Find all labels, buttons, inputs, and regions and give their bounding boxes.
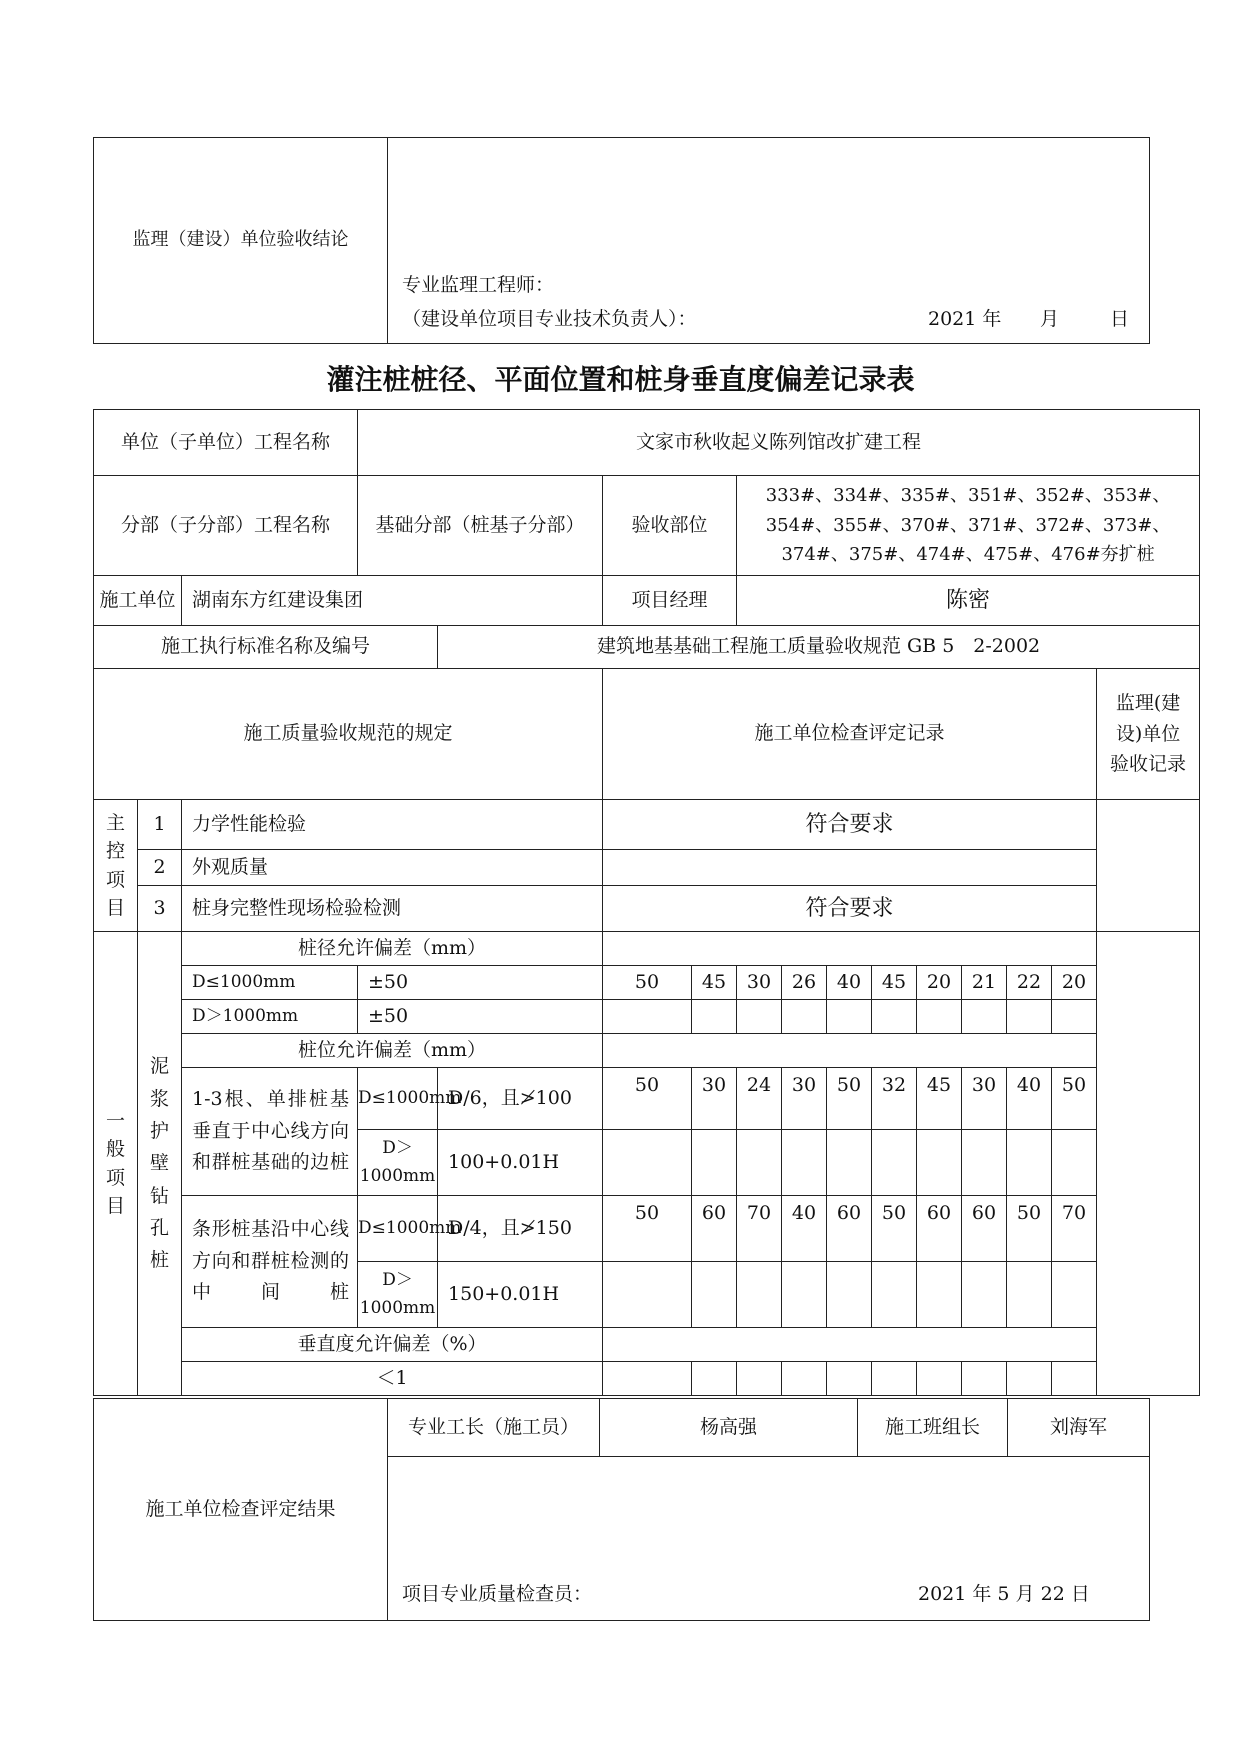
- position-tolerance-header: 桩位允许偏差（mm）: [182, 1034, 603, 1068]
- diameter-header-blank: [603, 932, 1097, 966]
- measured-value: 50: [603, 1196, 692, 1262]
- measured-value: [1052, 1362, 1097, 1396]
- measured-value: [737, 1262, 782, 1328]
- measured-value: 50: [603, 966, 692, 1000]
- measured-value: 50: [603, 1068, 692, 1130]
- measured-value: [782, 1262, 827, 1328]
- table-row: [94, 1000, 1200, 1034]
- measured-value: [782, 1362, 827, 1396]
- measured-value: 20: [917, 966, 962, 1000]
- position-condition: D≤1000mm: [358, 1196, 438, 1262]
- contractor-record-column-header: 施工单位检查评定记录: [603, 669, 1097, 800]
- measured-value: [872, 1262, 917, 1328]
- contractor-result-label: 施工单位检查评定结果: [94, 1399, 388, 1621]
- main-items-supervisor-record: [1097, 800, 1200, 932]
- contractor-result-table: [93, 1398, 1150, 1621]
- contractor-label: 施工单位: [94, 576, 182, 626]
- unit-name-value: 文家市秋收起义陈列馆改扩建工程: [358, 410, 1200, 476]
- diameter-tolerance-header: 桩径允许偏差（mm）: [182, 932, 603, 966]
- main-item-result: 符合要求: [603, 886, 1097, 932]
- measured-value: [962, 1262, 1007, 1328]
- table-row: [94, 966, 1200, 1000]
- spec-column-header: 施工质量验收规范的规定: [94, 669, 603, 800]
- measured-value: [962, 1362, 1007, 1396]
- position-group-description: 条形桩基沿中心线方向和群桩检测的中间桩: [182, 1196, 358, 1328]
- foreman-label: 专业工长（施工员）: [388, 1399, 600, 1457]
- measured-value: [827, 1130, 872, 1196]
- measured-value: [917, 1262, 962, 1328]
- measured-value: [603, 1000, 692, 1034]
- page-title: 灌注桩桩径、平面位置和桩身垂直度偏差记录表: [326, 363, 915, 396]
- measured-value: 50: [1052, 1068, 1097, 1130]
- position-tolerance: D/4，且≯150: [438, 1196, 603, 1262]
- measured-value: 24: [737, 1068, 782, 1130]
- inspection-location-value: 333#、334#、335#、351#、352#、353#、354#、355#、370#、371#、372#、373#、374#、375#、474#、475#、476#夯扩桩: [737, 476, 1200, 576]
- measured-value: 60: [827, 1196, 872, 1262]
- measured-value: [1052, 1262, 1097, 1328]
- diameter-tolerance: ±50: [358, 966, 603, 1000]
- measured-value: [692, 1000, 737, 1034]
- measured-value: [692, 1362, 737, 1396]
- measured-value: 60: [917, 1196, 962, 1262]
- measured-value: [737, 1000, 782, 1034]
- position-tolerance: 100+0.01H: [438, 1130, 603, 1196]
- supervisor-date-day: 日: [1110, 308, 1130, 330]
- measured-value: 50: [1007, 1196, 1052, 1262]
- contractor-result-area: [388, 1457, 1150, 1621]
- foreman-value: 杨高强: [600, 1399, 858, 1457]
- main-items-group-label: 主控项目: [94, 800, 138, 932]
- measured-value: 50: [827, 1068, 872, 1130]
- measured-value: [603, 1130, 692, 1196]
- measured-value: 40: [782, 1196, 827, 1262]
- measured-value: [692, 1130, 737, 1196]
- measured-value: [1052, 1130, 1097, 1196]
- measured-value: [603, 1262, 692, 1328]
- main-item-no: 3: [138, 886, 182, 932]
- standard-value: 建筑地基基础工程施工质量验收规范 GB 5 2-2002: [438, 626, 1200, 669]
- main-item-result: [603, 850, 1097, 886]
- measured-value: [872, 1130, 917, 1196]
- pile-type-label: 泥浆护壁钻孔桩: [138, 932, 182, 1396]
- main-item-result: 符合要求: [603, 800, 1097, 850]
- supervisor-conclusion-area: [388, 138, 1150, 344]
- measured-value: 26: [782, 966, 827, 1000]
- project-manager-value: 陈密: [737, 576, 1200, 626]
- measured-value: 30: [737, 966, 782, 1000]
- quality-inspector-label: 项目专业质量检查员：: [402, 1583, 593, 1605]
- measured-value: [782, 1130, 827, 1196]
- main-item-name: 桩身完整性现场检验检测: [182, 886, 603, 932]
- verticality-header-blank: [603, 1328, 1097, 1362]
- measured-value: [737, 1362, 782, 1396]
- supervisor-conclusion-label: 监理（建设）单位验收结论: [94, 138, 388, 344]
- standard-label: 施工执行标准名称及编号: [94, 626, 438, 669]
- measured-value: 50: [872, 1196, 917, 1262]
- contractor-result-date: 2021 年 5 月 22 日: [918, 1583, 1090, 1605]
- team-leader-value: 刘海军: [1008, 1399, 1150, 1457]
- measured-value: [1007, 1000, 1052, 1034]
- diameter-condition: D≤1000mm: [182, 966, 358, 1000]
- measured-value: 22: [1007, 966, 1052, 1000]
- position-condition: D＞1000mm: [358, 1130, 438, 1196]
- measured-value: [1007, 1362, 1052, 1396]
- measured-value: 30: [962, 1068, 1007, 1130]
- measured-value: 21: [962, 966, 1007, 1000]
- measured-value: [917, 1130, 962, 1196]
- main-item-name: 外观质量: [182, 850, 603, 886]
- measured-value: 40: [1007, 1068, 1052, 1130]
- measured-value: 32: [872, 1068, 917, 1130]
- measured-value: 20: [1052, 966, 1097, 1000]
- position-tolerance: 150+0.01H: [438, 1262, 603, 1328]
- project-manager-label: 项目经理: [603, 576, 737, 626]
- main-item-no: 2: [138, 850, 182, 886]
- measured-value: [1052, 1000, 1097, 1034]
- position-header-blank: [603, 1034, 1097, 1068]
- subunit-name-value: 基础分部（桩基子分部）: [358, 476, 603, 576]
- general-items-supervisor-record: [1097, 932, 1200, 1396]
- measured-value: 45: [917, 1068, 962, 1130]
- verticality-tolerance: ＜1: [182, 1362, 603, 1396]
- measured-value: [1007, 1130, 1052, 1196]
- supervisor-date-year: 2021 年: [928, 308, 1002, 330]
- owner-rep-label: （建设单位项目专业技术负责人）：: [402, 308, 697, 330]
- measured-value: [603, 1362, 692, 1396]
- supervisor-date-month: 月: [1040, 308, 1060, 330]
- table-row: [94, 1068, 1200, 1130]
- measured-value: 45: [872, 966, 917, 1000]
- measured-value: 30: [782, 1068, 827, 1130]
- main-item-name: 力学性能检验: [182, 800, 603, 850]
- measured-value: [872, 1000, 917, 1034]
- position-condition: D＞1000mm: [358, 1262, 438, 1328]
- unit-name-label: 单位（子单位）工程名称: [94, 410, 358, 476]
- general-items-group-label: 一般项目: [94, 932, 138, 1396]
- measured-value: [692, 1262, 737, 1328]
- table-row: [94, 1362, 1200, 1396]
- inspection-location-label: 验收部位: [603, 476, 737, 576]
- supervisor-engineer-label: 专业监理工程师：: [402, 274, 555, 296]
- measured-value: 70: [1052, 1196, 1097, 1262]
- position-group-description: 1-3根、单排桩基垂直于中心线方向和群桩基础的边桩: [182, 1068, 358, 1196]
- measured-value: 45: [692, 966, 737, 1000]
- diameter-condition: D＞1000mm: [182, 1000, 358, 1034]
- verticality-tolerance-header: 垂直度允许偏差（%）: [182, 1328, 603, 1362]
- measured-value: [917, 1000, 962, 1034]
- measured-value: [827, 1000, 872, 1034]
- position-tolerance: D/6，且≯100: [438, 1068, 603, 1130]
- measured-value: [962, 1000, 1007, 1034]
- measured-value: 40: [827, 966, 872, 1000]
- measured-value: [917, 1362, 962, 1396]
- contractor-value: 湖南东方红建设集团: [182, 576, 603, 626]
- record-table: [93, 409, 1200, 1396]
- measured-value: [737, 1130, 782, 1196]
- measured-value: 30: [692, 1068, 737, 1130]
- main-item-no: 1: [138, 800, 182, 850]
- table-row: [94, 1196, 1200, 1262]
- subunit-name-label: 分部（子分部）工程名称: [94, 476, 358, 576]
- supervisor-conclusion-table: [93, 137, 1150, 344]
- position-condition: D≤1000mm: [358, 1068, 438, 1130]
- measured-value: 60: [692, 1196, 737, 1262]
- measured-value: [872, 1362, 917, 1396]
- measured-value: [827, 1262, 872, 1328]
- measured-value: [827, 1362, 872, 1396]
- measured-value: [962, 1130, 1007, 1196]
- measured-value: 60: [962, 1196, 1007, 1262]
- diameter-tolerance: ±50: [358, 1000, 603, 1034]
- team-leader-label: 施工班组长: [858, 1399, 1008, 1457]
- measured-value: [1007, 1262, 1052, 1328]
- measured-value: [782, 1000, 827, 1034]
- measured-value: 70: [737, 1196, 782, 1262]
- supervisor-record-column-header: 监理(建设)单位验收记录: [1097, 669, 1200, 800]
